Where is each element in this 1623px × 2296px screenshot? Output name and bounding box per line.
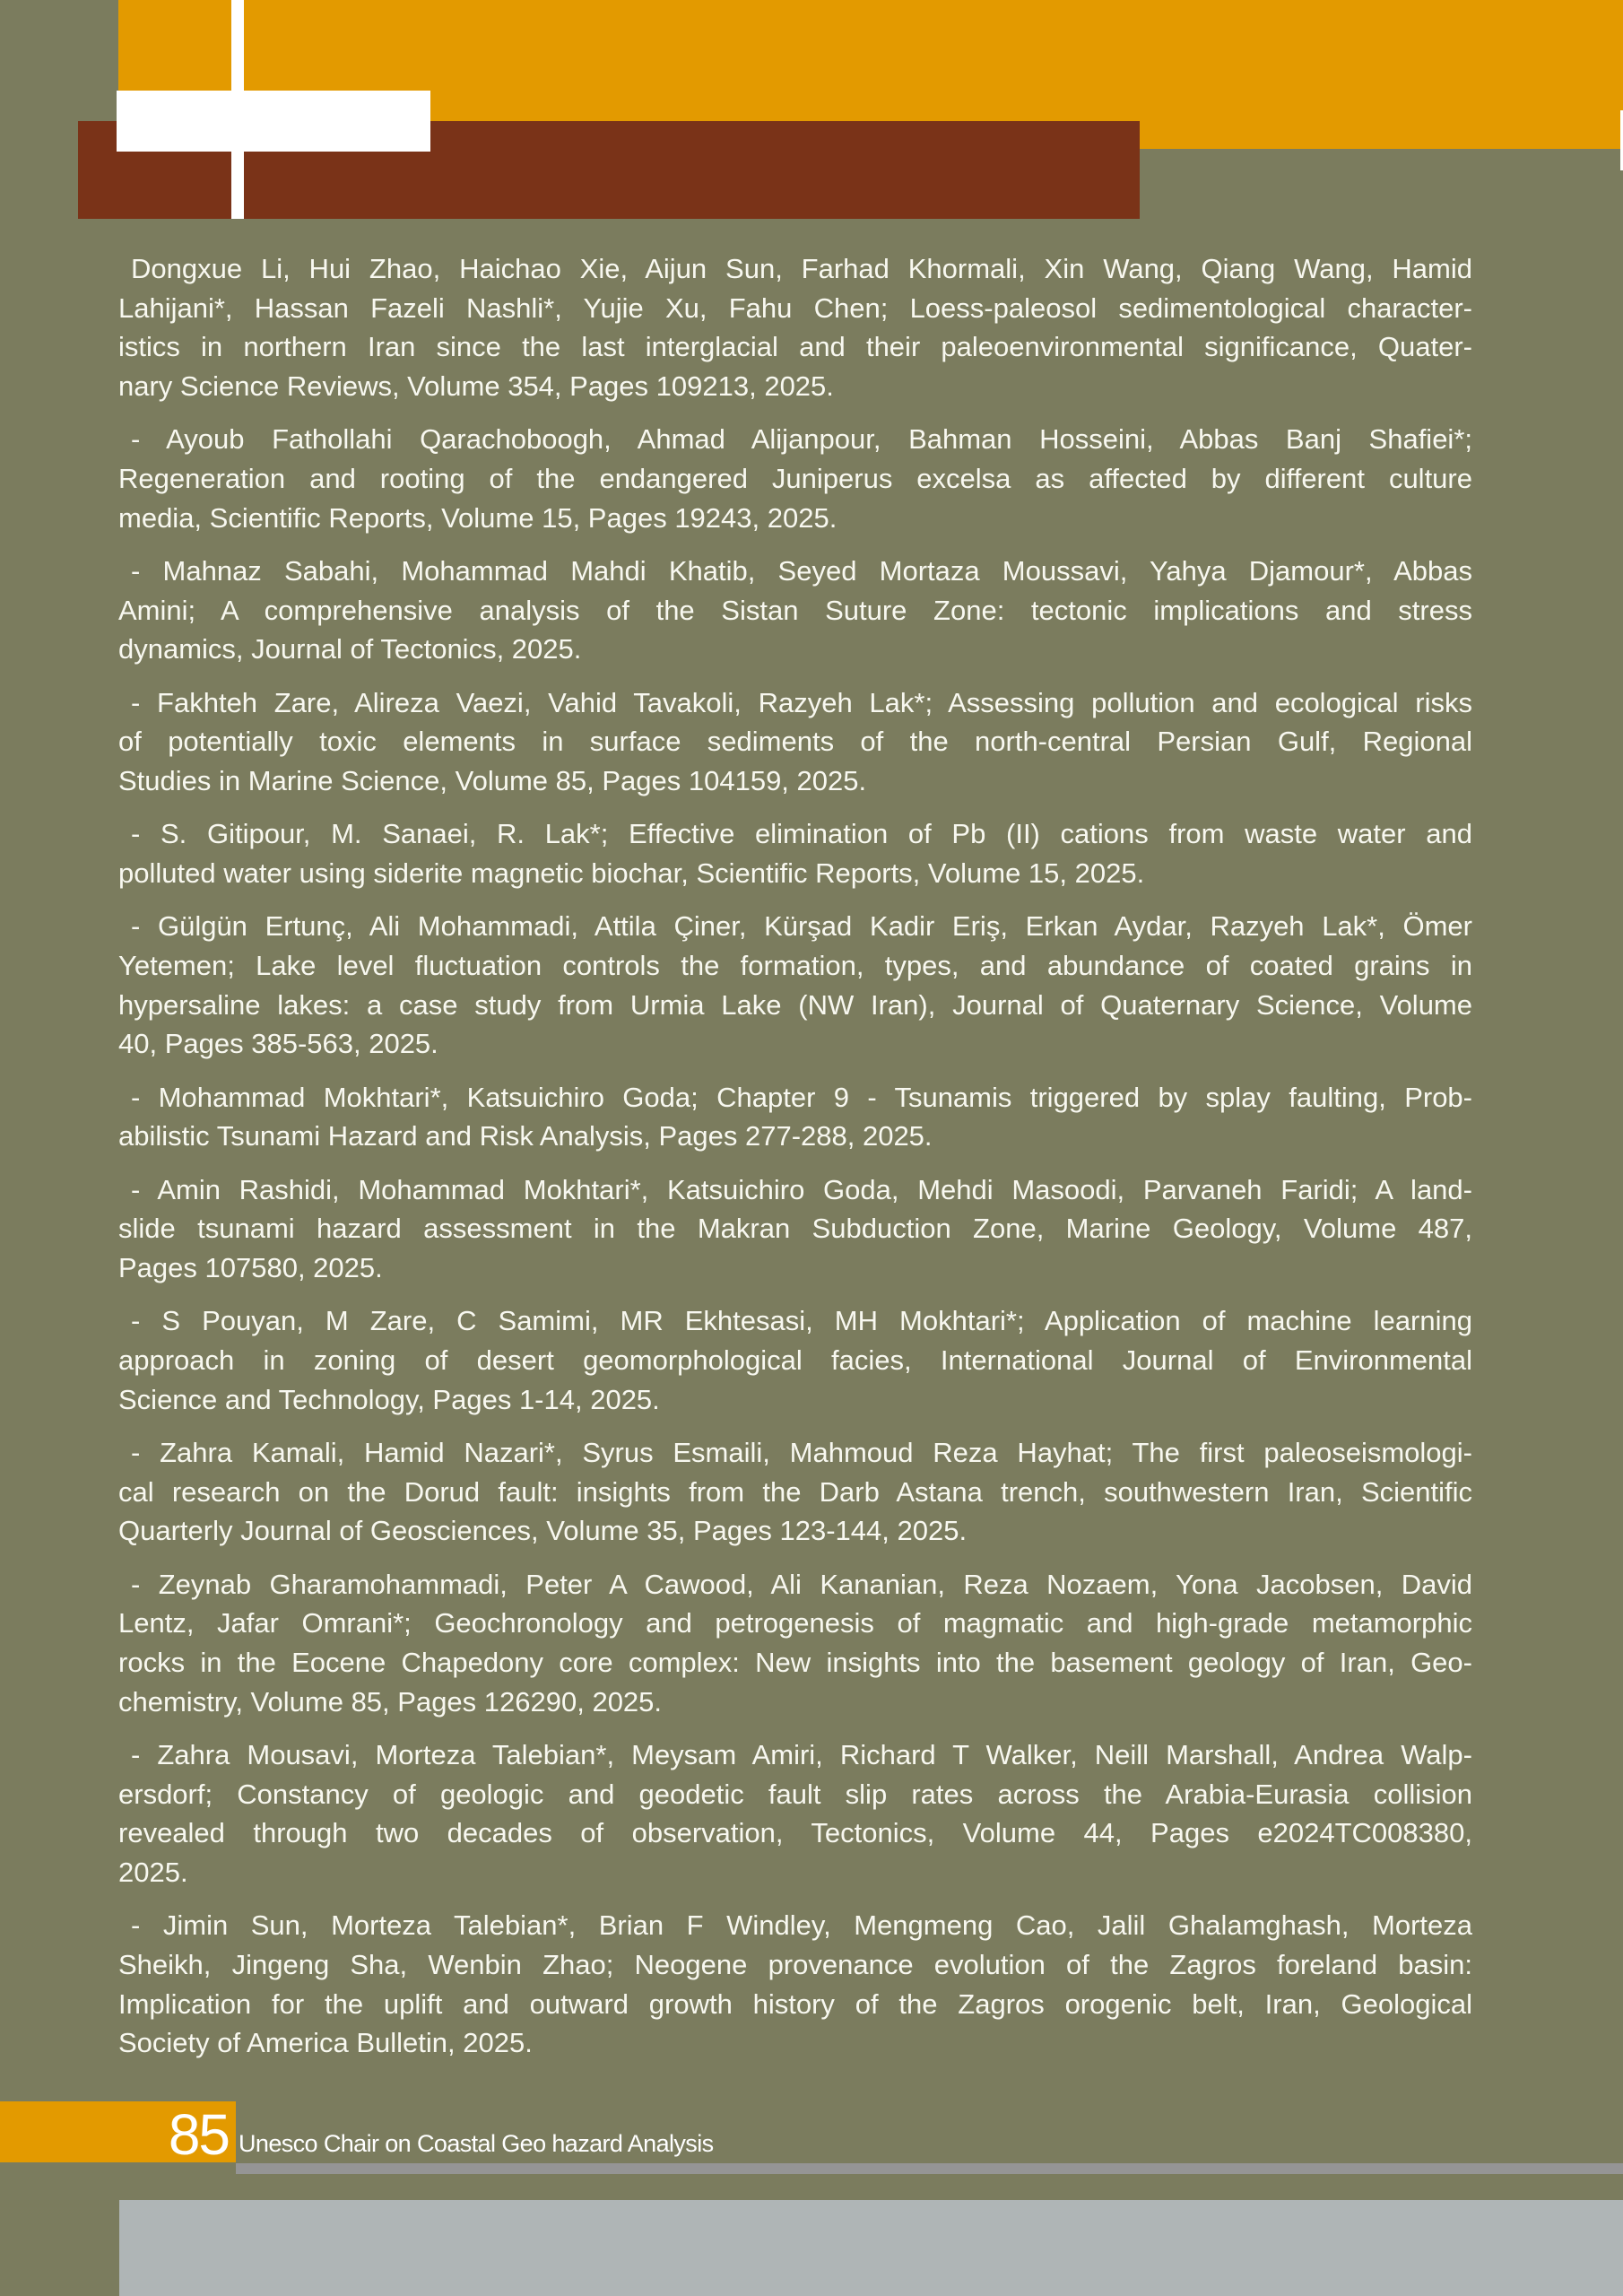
reference-line: of potentially toxic elements in surface sediments of the north-central Persian Gulf, Regional	[118, 726, 1472, 758]
reference-item	[118, 420, 1472, 537]
reference-line: 2025.	[118, 1856, 188, 1888]
reference-item	[118, 1906, 1472, 2063]
reference-line: 40, Pages 385-563, 2025.	[118, 1028, 438, 1060]
reference-item	[118, 1735, 1472, 1892]
reference-line: Regeneration and rooting of the endangered Juniperus excelsa as affected by different culture	[118, 463, 1472, 495]
reference-item	[118, 907, 1472, 1064]
reference-line: Pages 107580, 2025.	[118, 1251, 383, 1283]
reference-line: cal research on the Dorud fault: insights from the Darb Astana trench, southwestern Iran, Scientific	[118, 1475, 1472, 1508]
page-number: 85	[168, 2102, 229, 2167]
reference-line: - S. Gitipour, M. Sanaei, R. Lak*; Effective elimination of Pb (II) cations from waste water and	[131, 818, 1472, 850]
reference-line: Implication for the uplift and outward growth history of the Zagros orogenic belt, Iran, Geological	[118, 1987, 1472, 2020]
reference-line: istics in northern Iran since the last interglacial and their paleoenvironmental significance, Quater-	[118, 331, 1472, 363]
reference-item	[118, 1301, 1472, 1419]
reference-line: ersdorf; Constancy of geologic and geodetic fault slip rates across the Arabia-Eurasia collision	[118, 1778, 1472, 1810]
reference-item	[118, 1170, 1472, 1288]
reference-line: - Zahra Mousavi, Morteza Talebian*, Meysam Amiri, Richard T Walker, Neill Marshall, Andrea Walp-	[131, 1738, 1472, 1770]
reference-line: - Mohammad Mokhtari*, Katsuichiro Goda; Chapter 9 - Tsunamis triggered by splay faulting, Prob-	[131, 1081, 1472, 1113]
reference-line: dynamics, Journal of Tectonics, 2025.	[118, 633, 582, 665]
reference-line: - S Pouyan, M Zare, C Samimi, MR Ekhtesasi, MH Mokhtari*; Application of machine learning	[131, 1305, 1472, 1337]
reference-line: Amini; A comprehensive analysis of the Sistan Suture Zone: tectonic implications and stress	[118, 594, 1472, 626]
reference-line: polluted water using siderite magnetic biochar, Scientific Reports, Volume 15, 2025.	[118, 857, 1145, 889]
reference-item	[118, 552, 1472, 669]
reference-line: Dongxue Li, Hui Zhao, Haichao Xie, Aijun Sun, Farhad Khormali, Xin Wang, Qiang Wang, Hamid	[131, 253, 1472, 284]
reference-line: - Fakhteh Zare, Alireza Vaezi, Vahid Tavakoli, Razyeh Lak*; Assessing pollution and ecological risks	[131, 686, 1472, 718]
reference-list	[118, 249, 1472, 2077]
reference-line: nary Science Reviews, Volume 354, Pages 109213, 2025.	[118, 370, 834, 403]
reference-item	[118, 683, 1472, 801]
reference-line: media, Scientific Reports, Volume 15, Pages 19243, 2025.	[118, 501, 838, 534]
reference-line: Lahijani*, Hassan Fazeli Nashli*, Yujie Xu, Fahu Chen; Loess-paleosol sedimentological character-	[118, 291, 1472, 324]
reference-item	[118, 814, 1472, 892]
reference-line: revealed through two decades of observation, Tectonics, Volume 44, Pages e2024TC008380,	[118, 1817, 1472, 1849]
reference-line: Science and Technology, Pages 1-14, 2025.	[118, 1383, 660, 1415]
reference-line: hypersaline lakes: a case study from Urmia Lake (NW Iran), Journal of Quaternary Science, Volume	[118, 988, 1472, 1021]
reference-line: Yetemen; Lake level fluctuation controls the formation, types, and abundance of coated grains in	[118, 949, 1472, 981]
reference-line: abilistic Tsunami Hazard and Risk Analysis, Pages 277-288, 2025.	[118, 1120, 933, 1152]
reference-line: Sheikh, Jingeng Sha, Wenbin Zhao; Neogene provenance evolution of the Zagros foreland basin:	[118, 1948, 1472, 1980]
reference-item	[118, 1565, 1472, 1722]
reference-line: Studies in Marine Science, Volume 85, Pages 104159, 2025.	[118, 765, 867, 797]
reference-line: Lentz, Jafar Omrani*; Geochronology and petrogenesis of magmatic and high-grade metamorphic	[118, 1607, 1472, 1639]
header-white-vertical-bar	[231, 0, 244, 219]
header-white-rect	[117, 91, 430, 152]
reference-line: - Mahnaz Sabahi, Mohammad Mahdi Khatib, Seyed Mortaza Moussavi, Yahya Djamour*, Abbas	[131, 555, 1472, 587]
footer-title: Unesco Chair on Coastal Geo hazard Analysis	[239, 2130, 714, 2157]
reference-line: - Zeynab Gharamohammadi, Peter A Cawood, Ali Kananian, Reza Nozaem, Yona Jacobsen, David	[131, 1568, 1472, 1600]
reference-line: rocks in the Eocene Chapedony core complex: New insights into the basement geology of Iran, Geo-	[118, 1646, 1472, 1678]
reference-line: slide tsunami hazard assessment in the Makran Subduction Zone, Marine Geology, Volume 487,	[118, 1213, 1472, 1245]
reference-line: - Ayoub Fathollahi Qarachoboogh, Ahmad Alijanpour, Bahman Hosseini, Abbas Banj Shafiei*;	[131, 423, 1472, 456]
reference-line: - Gülgün Ertunç, Ali Mohammadi, Attila Çiner, Kürşad Kadir Eriş, Erkan Aydar, Razyeh Lak*, Ömer	[131, 910, 1472, 943]
reference-line: approach in zoning of desert geomorphological facies, International Journal of Environmental	[118, 1344, 1472, 1376]
reference-item	[118, 1078, 1472, 1156]
reference-line: - Jimin Sun, Morteza Talebian*, Brian F Windley, Mengmeng Cao, Jalil Ghalamghash, Morteza	[131, 1909, 1472, 1942]
reference-item	[118, 249, 1472, 406]
bottom-panel	[119, 2200, 1623, 2296]
reference-line: - Zahra Kamali, Hamid Nazari*, Syrus Esmaili, Mahmoud Reza Hayhat; The first paleoseismologi-	[131, 1436, 1472, 1468]
reference-line: Society of America Bulletin, 2025.	[118, 2027, 533, 2059]
reference-line: - Amin Rashidi, Mohammad Mokhtari*, Katsuichiro Goda, Mehdi Masoodi, Parvaneh Faridi; A land-	[131, 1173, 1472, 1205]
reference-line: chemistry, Volume 85, Pages 126290, 2025.	[118, 1685, 663, 1718]
page-number-box	[0, 2101, 236, 2167]
reference-item	[118, 1433, 1472, 1551]
reference-line: Quarterly Journal of Geosciences, Volume 35, Pages 123-144, 2025.	[118, 1515, 968, 1547]
footer-rule	[236, 2163, 1623, 2174]
